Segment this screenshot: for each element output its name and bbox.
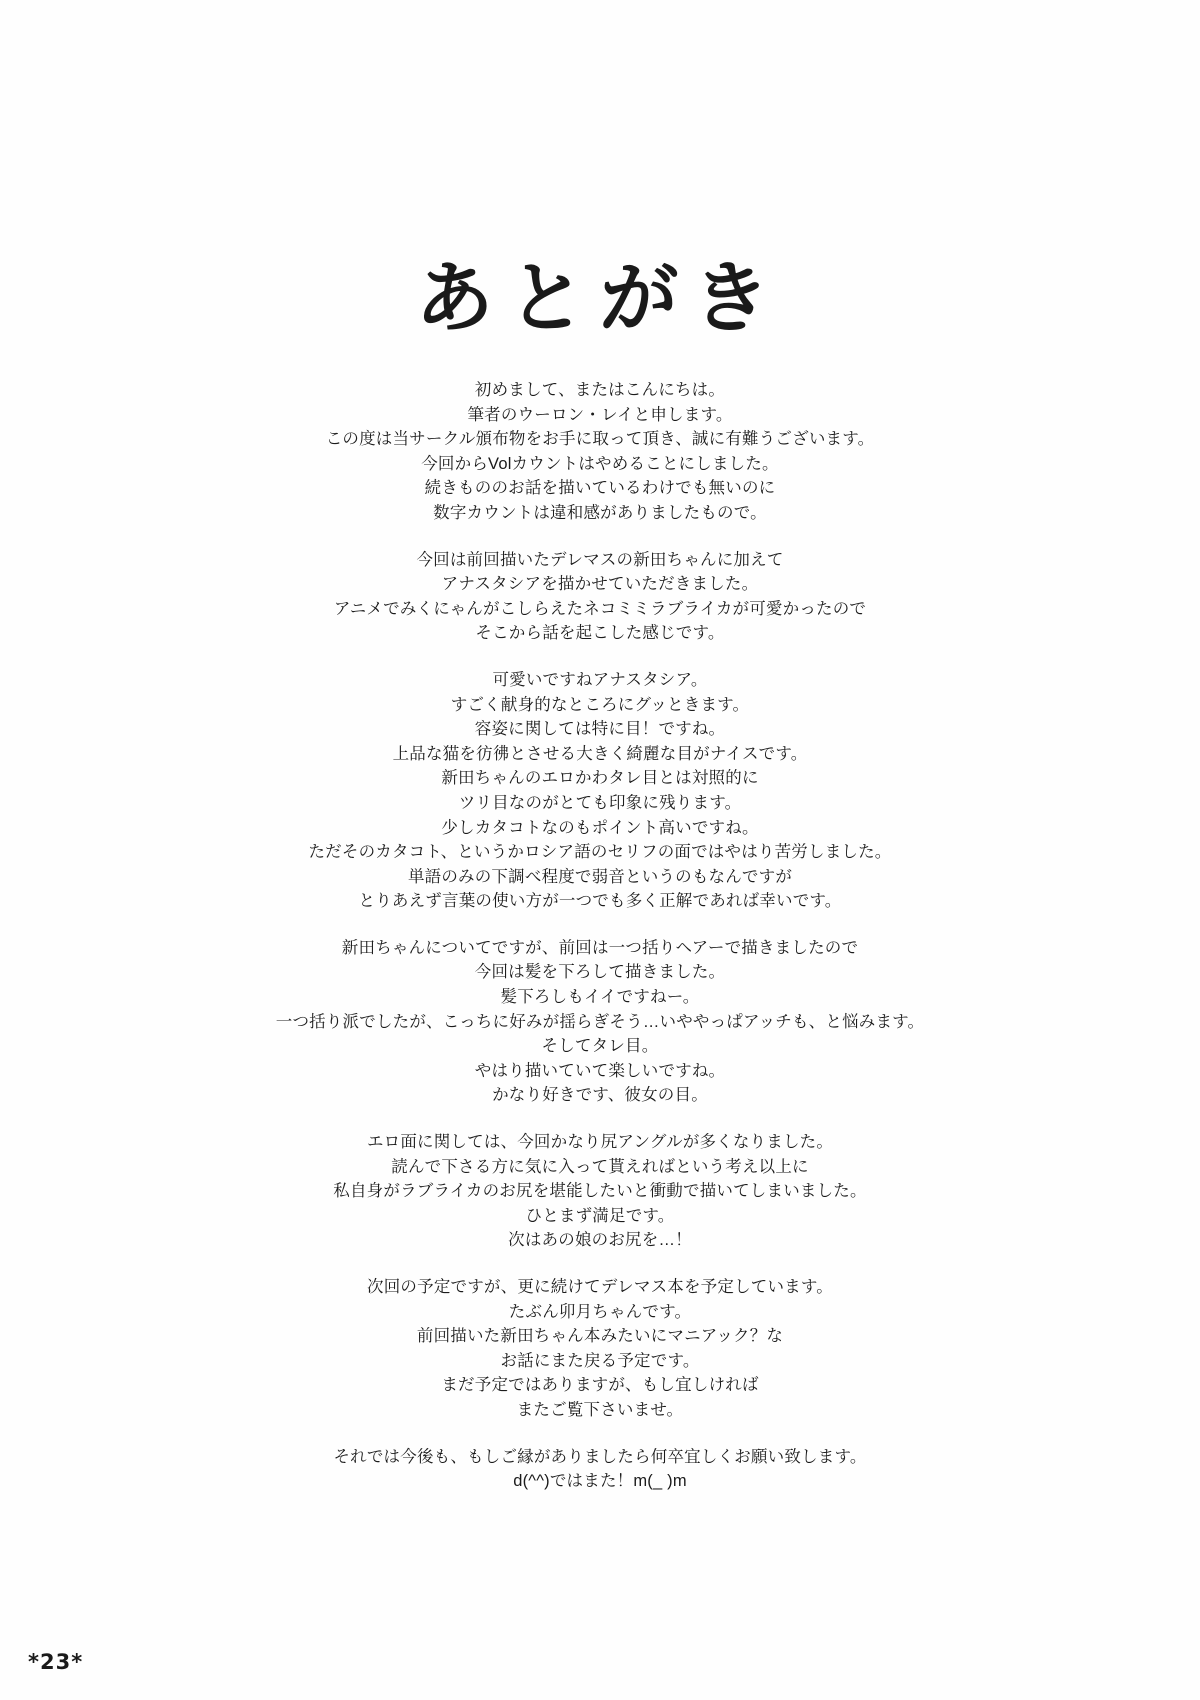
- text-line: お話にまた戻る予定です。: [500, 1351, 700, 1370]
- paragraph: [0, 936, 1200, 1108]
- text-line: 新田ちゃんについてですが、前回は一つ括りヘアーで描きましたので: [341, 938, 859, 957]
- text-line: 容姿に関しては特に目！ですね。: [474, 720, 726, 739]
- text-line: 単語のみの下調べ程度で弱音というのもなんですが: [407, 867, 793, 886]
- text-line: そしてタレ目。: [541, 1037, 659, 1056]
- text-line: アニメでみくにゃんがこしらえたネコミミラブライカが可愛かったので: [333, 599, 867, 618]
- text-line: かなり好きです、彼女の目。: [492, 1086, 708, 1105]
- text-line: ひとまず満足です。: [525, 1206, 675, 1225]
- text-line: 数字カウントは違和感がありましたもので。: [433, 503, 767, 522]
- text-line: 今回からVolカウントはやめることにしました。: [421, 454, 779, 473]
- text-line: 読んで下さる方に気に入って貰えればという考え以上に: [391, 1157, 809, 1176]
- text-line: 上品な猫を彷彿とさせる大きく綺麗な目がナイスです。: [392, 744, 808, 763]
- text-line: アナスタシアを描かせていただきました。: [441, 575, 759, 594]
- text-line: 初めまして、またはこんにちは。: [474, 381, 726, 399]
- paragraph: [0, 1275, 1200, 1423]
- text-line: 新田ちゃんのエロかわタレ目とは対照的に: [441, 769, 759, 788]
- paragraph: [0, 668, 1200, 914]
- text-line: 私自身がラブライカのお尻を堪能したいと衝動で描いてしまいました。: [333, 1182, 867, 1201]
- text-line: ただそのカタコト、というかロシア語のセリフの面ではやはり苦労しました。: [308, 843, 892, 862]
- text-line: ツリ目なのがとても印象に残ります。: [458, 793, 742, 812]
- text-line: 前回描いた新田ちゃん本みたいにマニアック？な: [416, 1327, 784, 1346]
- text-line: そこから話を起こした感じです。: [475, 624, 725, 643]
- text-line: 髪下ろしもイイですねー。: [500, 988, 700, 1007]
- text-line: またご覧下さいませ。: [516, 1400, 684, 1419]
- text-line: 可愛いですねアナスタシア。: [492, 670, 708, 689]
- text-line: 今回は髪を下ろして描きました。: [474, 963, 726, 982]
- text-line: 一つ括り派でしたが、こっちに好みが揺らぎそう…いややっぱアッチも、と悩みます。: [275, 1012, 925, 1031]
- afterword-body: [0, 378, 1200, 1494]
- page-number: *23*: [28, 1650, 84, 1674]
- text-line: d(^^)ではまた！m(_ )m: [513, 1472, 687, 1491]
- text-line: とりあえず言葉の使い方が一つでも多く正解であれば幸いです。: [358, 892, 842, 911]
- paragraph: [0, 1445, 1200, 1494]
- text-line: 続きもののお話を描いているわけでも無いのに: [424, 479, 776, 498]
- text-line: やはり描いていて楽しいですね。: [474, 1061, 726, 1080]
- text-line: 次はあの娘のお尻を…！: [508, 1231, 692, 1250]
- text-line: それでは今後も、もしご縁がありましたら何卒宜しくお願い致します。: [333, 1447, 867, 1466]
- text-line: すごく献身的なところにグッときます。: [450, 695, 750, 714]
- paragraph: [0, 378, 1200, 526]
- text-line: 少しカタコトなのもポイント高いですね。: [441, 818, 759, 837]
- page-title: あとがき: [414, 254, 786, 344]
- text-line: まだ予定ではありますが、もし宜しければ: [441, 1376, 759, 1395]
- text-line: 筆者のウーロン・レイと申します。: [467, 405, 733, 424]
- text-line: エロ面に関しては、今回かなり尻アングルが多くなりました。: [366, 1133, 834, 1152]
- text-line: たぶん卯月ちゃんです。: [508, 1302, 692, 1321]
- text-line: この度は当サークル頒布物をお手に取って頂き、誠に有難うございます。: [325, 430, 875, 449]
- text-line: 次回の予定ですが、更に続けてデレマス本を予定しています。: [367, 1278, 833, 1296]
- text-line: 今回は前回描いたデレマスの新田ちゃんに加えて: [416, 550, 784, 569]
- paragraph: [0, 1130, 1200, 1253]
- paragraph: [0, 548, 1200, 646]
